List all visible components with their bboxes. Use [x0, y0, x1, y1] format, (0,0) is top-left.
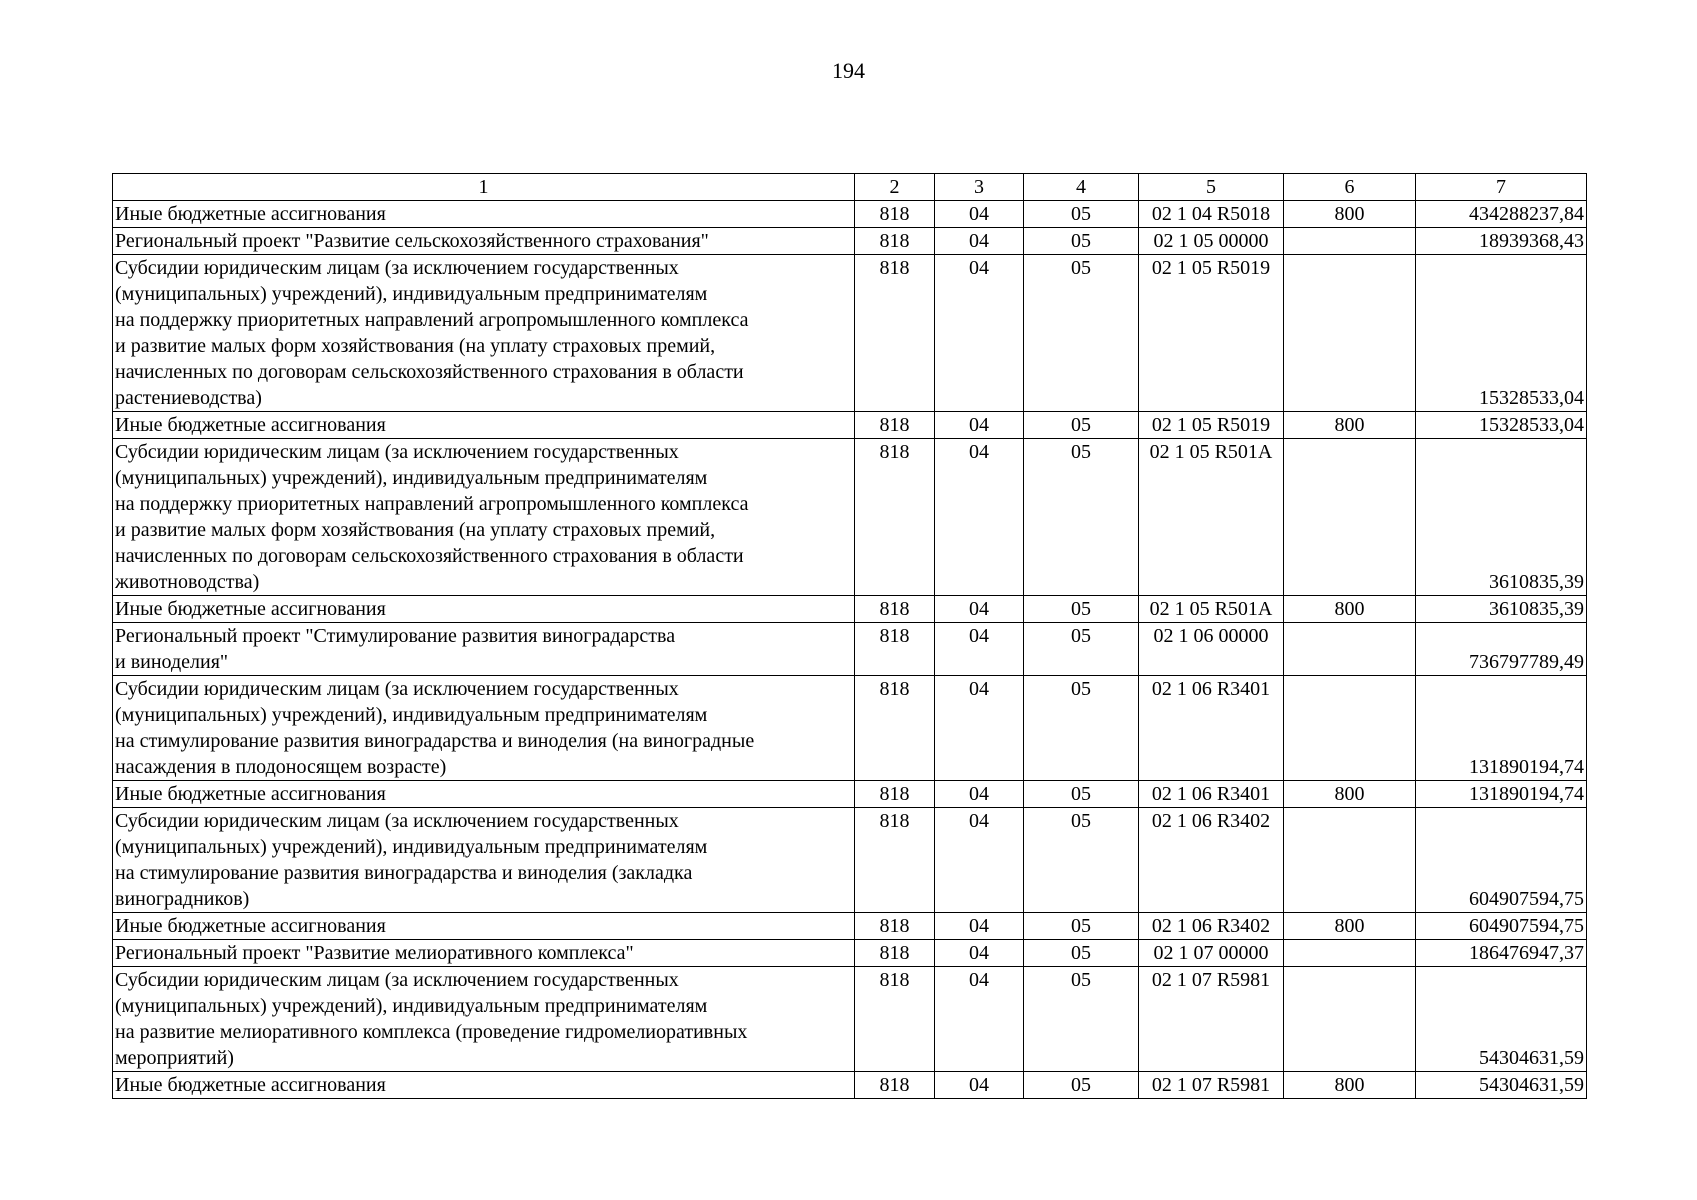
- table-row: [113, 596, 1587, 623]
- cell-col3: 04: [935, 228, 1024, 255]
- cell-col4: 05: [1024, 412, 1139, 439]
- row-name-line: начисленных по договорам сельскохозяйственного страхования в области: [115, 545, 744, 567]
- cell-col6: [1284, 439, 1416, 596]
- cell-col6: [1284, 623, 1416, 676]
- row-name-cell: [113, 255, 855, 412]
- row-name-line: Региональный проект "Стимулирование развития виноградарства: [115, 625, 676, 647]
- table-row: [113, 412, 1587, 439]
- cell-col5: 02 1 07 R5981: [1139, 967, 1284, 1072]
- row-name-line: Субсидии юридическим лицам (за исключением государственных: [115, 257, 679, 279]
- row-name-cell: [113, 781, 855, 808]
- amount-cell: 131890194,74: [1416, 676, 1587, 781]
- cell-col3: 04: [935, 940, 1024, 967]
- amount-cell: 186476947,37: [1416, 940, 1587, 967]
- amount-cell: 604907594,75: [1416, 913, 1587, 940]
- cell-col6: [1284, 676, 1416, 781]
- cell-col2: 818: [855, 781, 935, 808]
- cell-col3: 04: [935, 439, 1024, 596]
- cell-col5: 02 1 06 R3402: [1139, 913, 1284, 940]
- amount-cell: 736797789,49: [1416, 623, 1587, 676]
- cell-col5: 02 1 07 R5981: [1139, 1072, 1284, 1099]
- row-name-line: Субсидии юридическим лицам (за исключением государственных: [115, 810, 679, 832]
- table-row: [113, 201, 1587, 228]
- column-header: 3: [935, 174, 1024, 201]
- column-header: 4: [1024, 174, 1139, 201]
- row-name-line: на стимулирование развития виноградарства и виноделия (закладка: [115, 862, 693, 884]
- amount-cell: 54304631,59: [1416, 967, 1587, 1072]
- table-row: [113, 781, 1587, 808]
- cell-col6: [1284, 940, 1416, 967]
- cell-col2: 818: [855, 255, 935, 412]
- row-name-cell: [113, 676, 855, 781]
- table-row: [113, 1072, 1587, 1099]
- row-name-cell: [113, 808, 855, 913]
- cell-col2: 818: [855, 808, 935, 913]
- row-name-line: Иные бюджетные ассигнования: [115, 203, 386, 225]
- cell-col6: 800: [1284, 412, 1416, 439]
- row-name-line: животноводства): [115, 571, 260, 593]
- cell-col4: 05: [1024, 808, 1139, 913]
- row-name-line: Региональный проект "Развитие сельскохозяйственного страхования": [115, 230, 709, 252]
- row-name-line: (муниципальных) учреждений), индивидуальным предпринимателям: [115, 704, 708, 726]
- cell-col5: 02 1 04 R5018: [1139, 201, 1284, 228]
- cell-col6: 800: [1284, 596, 1416, 623]
- cell-col3: 04: [935, 808, 1024, 913]
- amount-cell: 54304631,59: [1416, 1072, 1587, 1099]
- cell-col4: 05: [1024, 781, 1139, 808]
- row-name-cell: [113, 940, 855, 967]
- cell-col6: [1284, 228, 1416, 255]
- cell-col4: 05: [1024, 596, 1139, 623]
- row-name-line: на стимулирование развития виноградарства и виноделия (на виноградные: [115, 730, 755, 752]
- row-name-line: Иные бюджетные ассигнования: [115, 1074, 386, 1096]
- cell-col3: 04: [935, 623, 1024, 676]
- cell-col6: 800: [1284, 781, 1416, 808]
- cell-col3: 04: [935, 967, 1024, 1072]
- amount-cell: 3610835,39: [1416, 596, 1587, 623]
- row-name-cell: [113, 439, 855, 596]
- row-name-line: Субсидии юридическим лицам (за исключением государственных: [115, 678, 679, 700]
- cell-col6: 800: [1284, 201, 1416, 228]
- row-name-line: на поддержку приоритетных направлений агропромышленного комплекса: [115, 309, 749, 331]
- column-header: 5: [1139, 174, 1284, 201]
- cell-col3: 04: [935, 913, 1024, 940]
- cell-col2: 818: [855, 940, 935, 967]
- cell-col4: 05: [1024, 623, 1139, 676]
- cell-col2: 818: [855, 967, 935, 1072]
- cell-col4: 05: [1024, 1072, 1139, 1099]
- amount-cell: 604907594,75: [1416, 808, 1587, 913]
- amount-cell: 18939368,43: [1416, 228, 1587, 255]
- amount-cell: 15328533,04: [1416, 255, 1587, 412]
- cell-col5: 02 1 05 R501A: [1139, 596, 1284, 623]
- row-name-cell: [113, 913, 855, 940]
- cell-col6: [1284, 967, 1416, 1072]
- cell-col5: 02 1 07 00000: [1139, 940, 1284, 967]
- cell-col6: [1284, 808, 1416, 913]
- row-name-line: растениеводства): [115, 387, 262, 409]
- cell-col5: 02 1 06 R3401: [1139, 676, 1284, 781]
- cell-col5: 02 1 05 R5019: [1139, 412, 1284, 439]
- cell-col2: 818: [855, 228, 935, 255]
- row-name-line: Иные бюджетные ассигнования: [115, 915, 386, 937]
- cell-col2: 818: [855, 439, 935, 596]
- cell-col4: 05: [1024, 439, 1139, 596]
- cell-col5: 02 1 06 00000: [1139, 623, 1284, 676]
- cell-col4: 05: [1024, 940, 1139, 967]
- cell-col5: 02 1 06 R3402: [1139, 808, 1284, 913]
- row-name-line: Иные бюджетные ассигнования: [115, 414, 386, 436]
- cell-col2: 818: [855, 676, 935, 781]
- row-name-line: (муниципальных) учреждений), индивидуальным предпринимателям: [115, 467, 708, 489]
- cell-col5: 02 1 05 R501A: [1139, 439, 1284, 596]
- table-row: [113, 913, 1587, 940]
- row-name-line: (муниципальных) учреждений), индивидуальным предпринимателям: [115, 283, 708, 305]
- cell-col6: 800: [1284, 1072, 1416, 1099]
- row-name-line: Субсидии юридическим лицам (за исключением государственных: [115, 969, 679, 991]
- row-name-line: Иные бюджетные ассигнования: [115, 598, 386, 620]
- row-name-line: на поддержку приоритетных направлений агропромышленного комплекса: [115, 493, 749, 515]
- table-row: [113, 255, 1587, 412]
- row-name-cell: [113, 623, 855, 676]
- column-header: 7: [1416, 174, 1587, 201]
- row-name-line: и виноделия": [115, 651, 229, 673]
- cell-col3: 04: [935, 781, 1024, 808]
- amount-cell: 15328533,04: [1416, 412, 1587, 439]
- cell-col2: 818: [855, 913, 935, 940]
- row-name-line: и развитие малых форм хозяйствования (на уплату страховых премий,: [115, 335, 716, 357]
- row-name-cell: [113, 201, 855, 228]
- table-row: [113, 228, 1587, 255]
- row-name-line: Региональный проект "Развитие мелиоративного комплекса": [115, 942, 634, 964]
- row-name-cell: [113, 967, 855, 1072]
- cell-col3: 04: [935, 412, 1024, 439]
- table-row: [113, 967, 1587, 1072]
- row-name-line: Иные бюджетные ассигнования: [115, 783, 386, 805]
- cell-col4: 05: [1024, 967, 1139, 1072]
- column-header: 1: [113, 174, 855, 201]
- cell-col6: [1284, 255, 1416, 412]
- cell-col5: 02 1 05 R5019: [1139, 255, 1284, 412]
- row-name-line: мероприятий): [115, 1047, 234, 1069]
- column-header: 6: [1284, 174, 1416, 201]
- amount-cell: 131890194,74: [1416, 781, 1587, 808]
- budget-table: [112, 173, 1587, 1099]
- cell-col2: 818: [855, 201, 935, 228]
- row-name-line: (муниципальных) учреждений), индивидуальным предпринимателям: [115, 995, 708, 1017]
- cell-col4: 05: [1024, 676, 1139, 781]
- cell-col5: 02 1 06 R3401: [1139, 781, 1284, 808]
- row-name-cell: [113, 228, 855, 255]
- row-name-line: виноградников): [115, 888, 250, 910]
- row-name-cell: [113, 1072, 855, 1099]
- cell-col4: 05: [1024, 228, 1139, 255]
- cell-col2: 818: [855, 412, 935, 439]
- cell-col3: 04: [935, 201, 1024, 228]
- table-body: [113, 174, 1587, 1099]
- table-row: [113, 439, 1587, 596]
- row-name-cell: [113, 596, 855, 623]
- row-name-line: и развитие малых форм хозяйствования (на уплату страховых премий,: [115, 519, 716, 541]
- cell-col4: 05: [1024, 255, 1139, 412]
- cell-col3: 04: [935, 1072, 1024, 1099]
- page-number: 194: [832, 58, 865, 83]
- row-name-cell: [113, 412, 855, 439]
- row-name-line: насаждения в плодоносящем возрасте): [115, 756, 447, 778]
- row-name-line: на развитие мелиоративного комплекса (проведение гидромелиоративных: [115, 1021, 748, 1043]
- cell-col2: 818: [855, 623, 935, 676]
- table-row: [113, 676, 1587, 781]
- cell-col5: 02 1 05 00000: [1139, 228, 1284, 255]
- row-name-line: начисленных по договорам сельскохозяйственного страхования в области: [115, 361, 744, 383]
- cell-col2: 818: [855, 1072, 935, 1099]
- cell-col2: 818: [855, 596, 935, 623]
- column-header: 2: [855, 174, 935, 201]
- cell-col6: 800: [1284, 913, 1416, 940]
- cell-col4: 05: [1024, 201, 1139, 228]
- cell-col4: 05: [1024, 913, 1139, 940]
- row-name-line: (муниципальных) учреждений), индивидуальным предпринимателям: [115, 836, 708, 858]
- cell-col3: 04: [935, 676, 1024, 781]
- row-name-line: Субсидии юридическим лицам (за исключением государственных: [115, 441, 679, 463]
- cell-col3: 04: [935, 255, 1024, 412]
- cell-col3: 04: [935, 596, 1024, 623]
- amount-cell: 434288237,84: [1416, 201, 1587, 228]
- table-row: [113, 623, 1587, 676]
- header-row: [113, 174, 1587, 201]
- table-row: [113, 940, 1587, 967]
- amount-cell: 3610835,39: [1416, 439, 1587, 596]
- table-row: [113, 808, 1587, 913]
